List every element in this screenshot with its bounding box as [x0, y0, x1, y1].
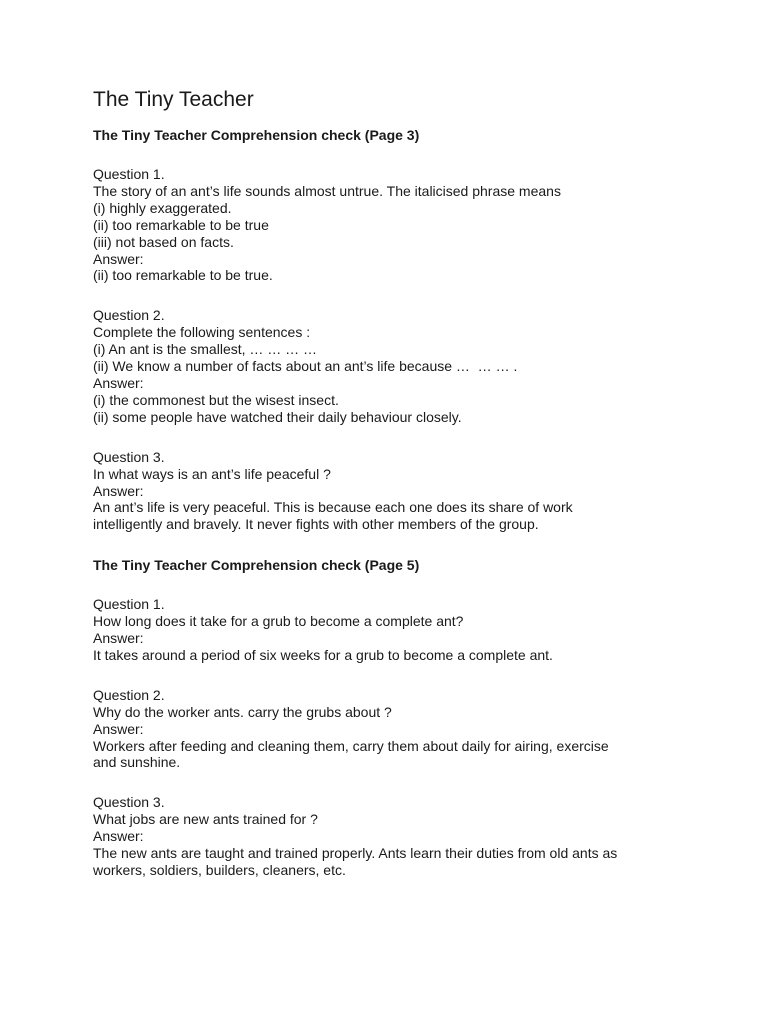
answer-label: Answer:: [93, 374, 144, 391]
question-text: (ii) We know a number of facts about an ant’s life because … … … .: [93, 358, 518, 375]
question-block: [93, 596, 693, 664]
question-option: (ii) too remarkable to be true: [93, 216, 269, 233]
question-block: [93, 166, 693, 284]
section-page-5: [93, 556, 693, 879]
section-page-3: [93, 126, 693, 533]
question-label: Question 3.: [93, 794, 165, 811]
question-text: How long does it take for a grub to become a complete ant?: [93, 613, 464, 630]
section-heading: The Tiny Teacher Comprehension check (Page 3): [93, 127, 420, 143]
question-text: Why do the worker ants. carry the grubs about ?: [93, 703, 392, 720]
answer-text: (ii) too remarkable to be true.: [93, 267, 273, 284]
answer-text: workers, soldiers, builders, cleaners, etc.: [93, 862, 346, 878]
document-page: [93, 86, 693, 902]
question-text: In what ways is an ant’s life peaceful ?: [93, 465, 331, 482]
question-block: [93, 687, 693, 772]
question-text: (i) An ant is the smallest, … … … …: [93, 341, 318, 358]
question-label: Question 2.: [93, 686, 165, 703]
answer-text: (ii) some people have watched their daily behaviour closely.: [93, 408, 462, 425]
answer-label: Answer:: [93, 720, 144, 737]
question-text: The story of an ant’s life sounds almost untrue. The italicised phrase means: [93, 182, 561, 199]
question-label: Question 3.: [93, 448, 165, 465]
question-label: Question 1.: [93, 596, 165, 613]
section-heading: The Tiny Teacher Comprehension check (Page 5): [93, 557, 420, 574]
document-title: The Tiny Teacher: [93, 88, 254, 111]
answer-label: Answer:: [93, 250, 144, 267]
answer-text: The new ants are taught and trained properly. Ants learn their duties from old ants as: [93, 845, 618, 862]
answer-text: An ant’s life is very peaceful. This is because each one does its share of work: [93, 499, 573, 516]
question-text: Complete the following sentences :: [93, 324, 311, 341]
question-option: (i) highly exaggerated.: [93, 199, 232, 216]
answer-text: intelligently and bravely. It never fights with other members of the group.: [93, 516, 539, 533]
question-block: [93, 307, 693, 425]
question-option: (iii) not based on facts.: [93, 233, 234, 250]
answer-text: (i) the commonest but the wisest insect.: [93, 391, 339, 408]
question-label: Question 2.: [93, 307, 165, 324]
answer-text: and sunshine.: [93, 754, 181, 771]
question-block: [93, 794, 693, 879]
answer-label: Answer:: [93, 828, 144, 845]
answer-text: Workers after feeding and cleaning them, carry them about daily for airing, exercise: [93, 737, 609, 754]
question-block: [93, 449, 693, 534]
question-label: Question 1.: [93, 166, 165, 182]
answer-label: Answer:: [93, 482, 144, 499]
answer-label: Answer:: [93, 630, 144, 647]
answer-text: It takes around a period of six weeks for a grub to become a complete ant.: [93, 646, 553, 663]
question-text: What jobs are new ants trained for ?: [93, 811, 318, 828]
